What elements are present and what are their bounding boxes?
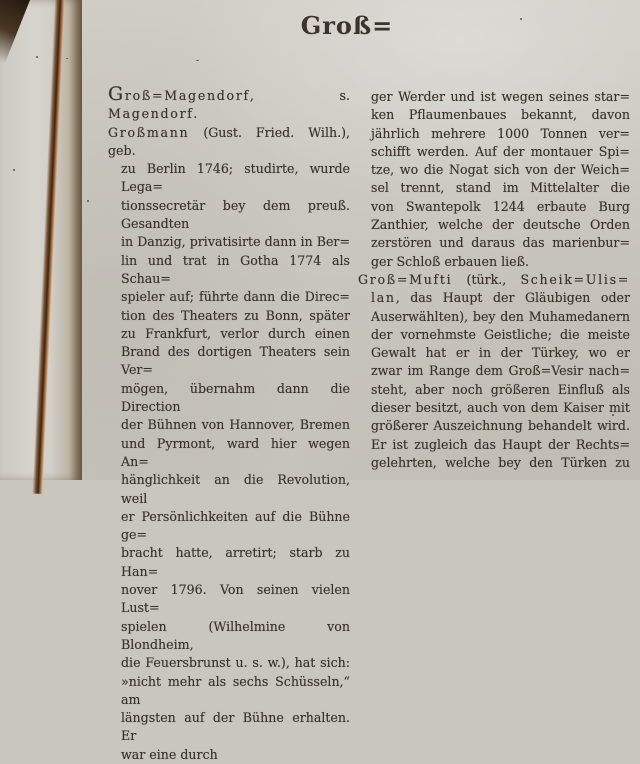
text-line: zu Berlin 1746; studirte, wurde Lega= (121, 161, 350, 195)
text-line: ken Pflaumenbaues bekannt, davon (371, 107, 630, 123)
text-line: schifft werden. Auf der montauer Spi= (371, 143, 630, 159)
text-line: in Danzig, privatisirte dann in Ber= (121, 234, 350, 250)
text-line: und Pyrmont, ward hier wegen An= (121, 435, 350, 469)
text-line: nover 1796. Von seinen vielen Lust= (121, 582, 350, 616)
text-line: mögen, übernahm dann die Direction (121, 380, 350, 415)
text-line: zwar im Range dem Groß=Vesir nach= (371, 363, 630, 379)
text-line: hänglichkeit an die Revolution, weil (121, 472, 350, 506)
text-line: bracht hatte, arretirt; starb zu Han= (121, 545, 350, 579)
text-line: Gewalt hat er in der Türkey, wo er (371, 345, 630, 361)
text-line: ger Schloß erbauen ließ. (371, 253, 529, 269)
text-line: ger Werder und ist wegen seines star= (371, 89, 630, 104)
text-line: Brand des dortigen Theaters sein Ver= (121, 344, 350, 378)
text-line: gelehrten, welche bey den Türken zu (371, 454, 630, 470)
left-text-column (108, 85, 350, 764)
text-line: tze, wo die Nogat sich von der Weich= (371, 162, 630, 178)
paper-speck (13, 169, 15, 171)
right-text-column (358, 88, 630, 472)
paper-speck (66, 58, 68, 59)
text-line: die Feuersbrunst u. s. w.), hat sich: (121, 655, 350, 671)
ornate-initial: G (108, 83, 125, 105)
text-line: Großmann (Gust. Fried. Wilh.), geb. (108, 124, 350, 158)
text-line: größerer Auszeichnung behandelt wird. (371, 418, 630, 434)
text-line: Er ist zugleich das Haupt der Rechts= (371, 436, 630, 452)
text-line: spielen (Wilhelmine von Blondheim, (121, 618, 350, 652)
paper-speck (36, 56, 38, 58)
text-line: »nicht mehr als sechs Schüsseln,“ am (121, 673, 350, 707)
text-line: der Bühnen von Hannover, Bremen (121, 417, 350, 433)
text-line: tionssecretär bey dem preuß. Gesandten (121, 197, 350, 232)
text-line: spieler auf; führte dann die Direc= (121, 289, 350, 305)
text-line: jährlich mehrere 1000 Tonnen ver= (371, 125, 630, 141)
text-line: dieser besitzt, auch von dem Kaiser mit (371, 400, 630, 416)
text-line: war eine durch (121, 746, 218, 762)
page-header-title: Groß= (300, 11, 394, 40)
text-line: zerstören und daraus das marienbur= (371, 235, 630, 251)
text-line: der vornehmste Geistliche; die meiste (371, 326, 630, 342)
text-line: tion des Theaters zu Bonn, später (121, 307, 350, 323)
text-line: zu Frankfurt, verlor durch einen (121, 325, 350, 341)
text-line: sel trennt, stand im Mittelalter die (371, 180, 630, 196)
text-line: Groß=Mufti (türk., Scheik=Ulis= (358, 271, 630, 287)
text-line: längsten auf der Bühne erhalten. Er (121, 710, 350, 744)
text-line: von Swantepolk 1244 erbaute Burg (371, 198, 630, 214)
text-line: lin und trat in Gotha 1774 als Schau= (121, 252, 350, 286)
text-line: Zanthier, welche der deutsche Orden (371, 217, 630, 233)
text-line: Groß=Magendorf, s. Magendorf. (108, 83, 350, 122)
book-page (82, 0, 640, 762)
text-line: steht, aber noch größeren Einfluß als (371, 381, 630, 397)
text-line: er Persönlichkeiten auf die Bühne ge= (121, 508, 350, 543)
text-line: lan, das Haupt der Gläubigen oder (371, 290, 630, 306)
text-line: Auserwählten), bey den Muhamedanern (371, 308, 630, 324)
